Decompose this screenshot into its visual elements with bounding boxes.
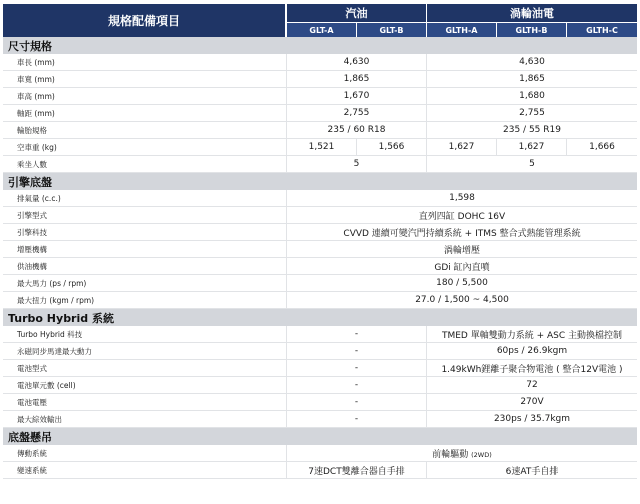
- shared-value: GDi 缸內直噴: [286, 258, 637, 275]
- shared-value: 直列四缸 DOHC 16V: [286, 207, 637, 224]
- section-title-hybrid: Turbo Hybrid 系統: [3, 309, 637, 326]
- table-row: [3, 275, 637, 292]
- section-title-dimensions: 尺寸規格: [3, 37, 637, 54]
- table-row: [3, 88, 637, 105]
- spec-sheet: [0, 4, 640, 504]
- weight-glth-b: 1,627: [496, 139, 566, 156]
- petrol-value: 1,670: [286, 88, 426, 105]
- weight-glth-c: 1,666: [566, 139, 637, 156]
- model-glth-c: GLTH-C: [566, 23, 637, 37]
- petrol-value: 2,755: [286, 105, 426, 122]
- shared-value: 27.0 / 1,500 ~ 4,500: [286, 292, 637, 309]
- row-label: Turbo Hybrid 科技: [3, 326, 286, 343]
- row-label: 供油機構: [3, 258, 286, 275]
- row-label: 引擎科技: [3, 224, 286, 241]
- table-row: [3, 207, 637, 224]
- hybrid-value: 2,755: [426, 105, 637, 122]
- petrol-value: 1,865: [286, 71, 426, 88]
- group-hybrid: 渦輪油電: [426, 4, 637, 23]
- table-row: [3, 292, 637, 309]
- section-title-chassis: 底盤懸吊: [3, 428, 637, 445]
- model-glth-a: GLTH-A: [426, 23, 496, 37]
- table-row: [3, 343, 637, 360]
- hybrid-value: 1.49kWh鋰離子聚合物電池 ( 整合12V電池 ): [426, 360, 637, 377]
- table-row: [3, 326, 637, 343]
- drive-value: [286, 445, 637, 462]
- table-row: [3, 411, 637, 428]
- shared-value: 1,598: [286, 190, 637, 207]
- weight-glth-a: 1,627: [426, 139, 496, 156]
- section-title-engine: 引擎底盤: [3, 173, 637, 190]
- table-row: [3, 360, 637, 377]
- shared-value: CVVD 連續可變汽門持續系統 + ITMS 整合式熱能管理系統: [286, 224, 637, 241]
- group-petrol: 汽油: [286, 4, 426, 23]
- hybrid-value: 235 / 55 R19: [426, 122, 637, 139]
- row-label: 輪胎規格: [3, 122, 286, 139]
- model-glt-b: GLT-B: [356, 23, 426, 37]
- hybrid-value: 6速AT手自排: [426, 462, 637, 479]
- row-label: 引擎型式: [3, 207, 286, 224]
- weight-glt-b: 1,566: [356, 139, 426, 156]
- row-label: 電池型式: [3, 360, 286, 377]
- table-row: [3, 258, 637, 275]
- petrol-value: 5: [286, 156, 426, 173]
- table-row: [3, 394, 637, 411]
- row-label: 乘坐人數: [3, 156, 286, 173]
- hybrid-value: 72: [426, 377, 637, 394]
- table-row: [3, 190, 637, 207]
- petrol-value: 235 / 60 R18: [286, 122, 426, 139]
- table-row: [3, 139, 637, 156]
- row-label: 軸距 (mm): [3, 105, 286, 122]
- row-label: 增壓機構: [3, 241, 286, 258]
- table-row: [3, 71, 637, 88]
- row-label: 永磁同步馬達最大動力: [3, 343, 286, 360]
- petrol-value: -: [286, 377, 426, 394]
- weight-glt-a: 1,521: [286, 139, 356, 156]
- row-label: 電池電壓: [3, 394, 286, 411]
- model-glt-a: GLT-A: [286, 23, 356, 37]
- spec-table: [3, 4, 637, 479]
- shared-value: 180 / 5,500: [286, 275, 637, 292]
- row-label: 車長 (mm): [3, 54, 286, 71]
- shared-value: 渦輪增壓: [286, 241, 637, 258]
- row-label: 傳動系統: [3, 445, 286, 462]
- row-label: 最大綜效輸出: [3, 411, 286, 428]
- hybrid-value: 4,630: [426, 54, 637, 71]
- table-row: [3, 445, 637, 462]
- hybrid-value: 230ps / 35.7kgm: [426, 411, 637, 428]
- table-row: [3, 241, 637, 258]
- table-row: [3, 122, 637, 139]
- petrol-value: -: [286, 360, 426, 377]
- drive-text: 前輪驅動: [432, 449, 469, 460]
- row-label: 最大馬力 (ps / rpm): [3, 275, 286, 292]
- petrol-value: -: [286, 411, 426, 428]
- hybrid-value: 270V: [426, 394, 637, 411]
- petrol-value: 4,630: [286, 54, 426, 71]
- petrol-value: -: [286, 394, 426, 411]
- hybrid-value: 1,680: [426, 88, 637, 105]
- row-label: 最大扭力 (kgm / rpm): [3, 292, 286, 309]
- drive-note: (2WD): [471, 450, 492, 459]
- model-glth-b: GLTH-B: [496, 23, 566, 37]
- table-row: [3, 462, 637, 479]
- hybrid-value: 5: [426, 156, 637, 173]
- table-row: [3, 224, 637, 241]
- petrol-value: -: [286, 326, 426, 343]
- table-row: [3, 105, 637, 122]
- hybrid-value: 1,865: [426, 71, 637, 88]
- petrol-value: -: [286, 343, 426, 360]
- row-label: 車寬 (mm): [3, 71, 286, 88]
- hybrid-value: 60ps / 26.9kgm: [426, 343, 637, 360]
- row-label: 車高 (mm): [3, 88, 286, 105]
- table-row: [3, 156, 637, 173]
- row-label: 變速系統: [3, 462, 286, 479]
- petrol-value: 7速DCT雙離合器自手排: [286, 462, 426, 479]
- table-title: 規格配備項目: [3, 4, 286, 37]
- row-label: 排氣量 (c.c.): [3, 190, 286, 207]
- row-label: 空車重 (kg): [3, 139, 286, 156]
- row-label: 電池單元數 (cell): [3, 377, 286, 394]
- table-row: [3, 54, 637, 71]
- hybrid-value: TMED 單軸雙動力系統 + ASC 主動換檔控制: [426, 326, 637, 343]
- table-row: [3, 377, 637, 394]
